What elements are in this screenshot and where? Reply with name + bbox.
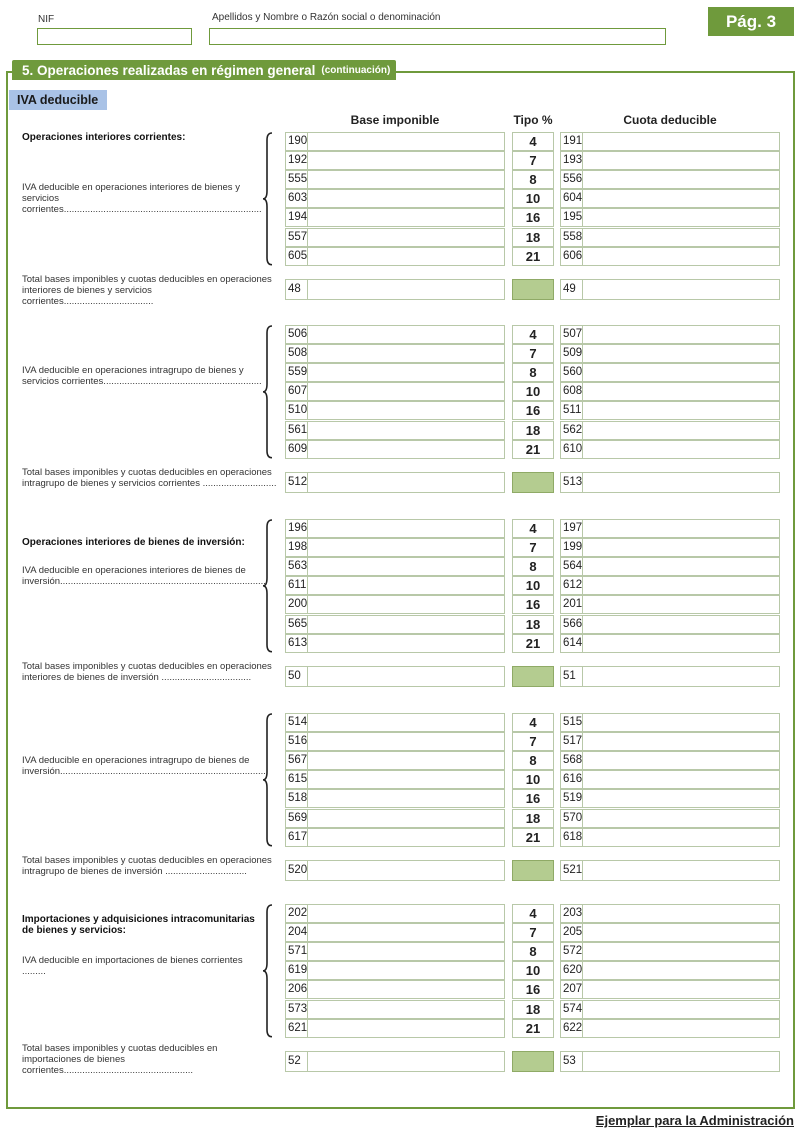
- base-box-code: 190: [286, 133, 308, 150]
- base-imponible-field[interactable]: [285, 189, 505, 208]
- base-imponible-field[interactable]: [285, 923, 505, 942]
- total-base-code: 512: [286, 473, 308, 492]
- tipo-rate: 16: [512, 980, 554, 999]
- cuota-box-code: 616: [561, 771, 583, 788]
- base-box-code: 571: [286, 943, 308, 960]
- cuota-deducible-field[interactable]: [560, 1019, 780, 1038]
- tipo-rate: 18: [512, 421, 554, 440]
- cuota-deducible-field[interactable]: [560, 942, 780, 961]
- tipo-rate: 7: [512, 344, 554, 363]
- cuota-deducible-field[interactable]: [560, 751, 780, 770]
- base-box-code: 563: [286, 558, 308, 575]
- base-imponible-field[interactable]: [285, 961, 505, 980]
- cuota-deducible-field[interactable]: [560, 538, 780, 557]
- cuota-deducible-field[interactable]: [560, 615, 780, 634]
- tipo-rate: 21: [512, 828, 554, 847]
- cuota-box-code: 203: [561, 905, 583, 922]
- section-title: [12, 60, 396, 80]
- base-box-code: 561: [286, 422, 308, 439]
- total-description: Total bases imponibles y cuotas deducibles en importaciones de bienes corrientes.................................................: [22, 1043, 218, 1076]
- subsection-tab: IVA deducible: [9, 90, 107, 110]
- group-description: IVA deducible en operaciones intragrupo de bienes de inversión..............................................................................: [22, 755, 266, 777]
- total-cuota-field[interactable]: [560, 472, 780, 493]
- base-imponible-field[interactable]: [285, 634, 505, 653]
- base-imponible-field[interactable]: [285, 713, 505, 732]
- tipo-rate: 10: [512, 576, 554, 595]
- cuota-deducible-field[interactable]: [560, 961, 780, 980]
- base-box-code: 200: [286, 596, 308, 613]
- base-imponible-field[interactable]: [285, 1019, 505, 1038]
- base-box-code: 617: [286, 829, 308, 846]
- total-base-code: 50: [286, 667, 308, 686]
- base-box-code: 557: [286, 229, 308, 246]
- base-box-code: 508: [286, 345, 308, 362]
- total-cuota-code: 53: [561, 1052, 583, 1071]
- curly-brace-icon: [262, 325, 276, 459]
- nif-label: NIF: [38, 14, 55, 25]
- total-base-code: 52: [286, 1052, 308, 1071]
- base-imponible-field[interactable]: [285, 1000, 505, 1019]
- cuota-deducible-field[interactable]: [560, 519, 780, 538]
- group-heading: [22, 914, 262, 936]
- group-description: IVA deducible en operaciones intragrupo de bienes y servicios corrientes............................................................: [22, 365, 262, 387]
- tipo-rate: 8: [512, 170, 554, 189]
- group-description: IVA deducible en operaciones interiores de bienes de inversión..............................................................................: [22, 565, 266, 587]
- total-description: Total bases imponibles y cuotas deducibles en operaciones intragrupo de bienes y servicios corrientes ............................: [22, 467, 277, 489]
- tipo-rate: 8: [512, 557, 554, 576]
- base-imponible-field[interactable]: [285, 595, 505, 614]
- tipo-rate: 4: [512, 132, 554, 151]
- cuota-box-code: 572: [561, 943, 583, 960]
- base-box-code: 196: [286, 520, 308, 537]
- total-rate-cell: [512, 472, 554, 493]
- cuota-box-code: 511: [561, 402, 583, 419]
- base-imponible-field[interactable]: [285, 732, 505, 751]
- base-box-code: 565: [286, 616, 308, 633]
- page-number: Pág. 3: [708, 7, 794, 36]
- group-description: IVA deducible en operaciones interiores de bienes y servicios corrientes...........................................................................: [22, 182, 262, 215]
- cuota-deducible-field[interactable]: [560, 189, 780, 208]
- cuota-deducible-field[interactable]: [560, 132, 780, 151]
- total-base-field[interactable]: [285, 1051, 505, 1072]
- base-imponible-field[interactable]: [285, 247, 505, 266]
- base-column-header: Base imponible: [350, 113, 440, 127]
- cuota-box-code: 199: [561, 539, 583, 556]
- cuota-box-code: 606: [561, 248, 583, 265]
- cuota-deducible-field[interactable]: [560, 980, 780, 999]
- cuota-box-code: 517: [561, 733, 583, 750]
- cuota-box-code: 568: [561, 752, 583, 769]
- total-cuota-code: 51: [561, 667, 583, 686]
- total-rate-cell: [512, 666, 554, 687]
- base-box-code: 559: [286, 364, 308, 381]
- total-cuota-field[interactable]: [560, 666, 780, 687]
- total-description: Total bases imponibles y cuotas deducibles en operaciones intragrupo de bienes de inversión ...............................: [22, 855, 272, 877]
- base-box-code: 518: [286, 790, 308, 807]
- base-imponible-field[interactable]: [285, 789, 505, 808]
- cuota-box-code: 574: [561, 1001, 583, 1018]
- tipo-rate: 4: [512, 713, 554, 732]
- cuota-deducible-field[interactable]: [560, 325, 780, 344]
- base-box-code: 192: [286, 152, 308, 169]
- curly-brace-icon: [262, 904, 276, 1038]
- total-rate-cell: [512, 860, 554, 881]
- tipo-rate: 8: [512, 751, 554, 770]
- cuota-deducible-field[interactable]: [560, 170, 780, 189]
- base-box-code: 619: [286, 962, 308, 979]
- cuota-deducible-field[interactable]: [560, 1000, 780, 1019]
- base-imponible-field[interactable]: [285, 751, 505, 770]
- tipo-rate: 7: [512, 151, 554, 170]
- base-box-code: 206: [286, 981, 308, 998]
- group-heading: [22, 537, 262, 548]
- cuota-box-code: 207: [561, 981, 583, 998]
- base-imponible-field[interactable]: [285, 401, 505, 420]
- base-imponible-field[interactable]: [285, 440, 505, 459]
- cuota-box-code: 604: [561, 190, 583, 207]
- tipo-rate: 18: [512, 228, 554, 247]
- total-rate-cell: [512, 1051, 554, 1072]
- cuota-deducible-field[interactable]: [560, 713, 780, 732]
- total-cuota-code: 521: [561, 861, 583, 880]
- group-description: IVA deducible en importaciones de bienes corrientes .........: [22, 955, 243, 977]
- total-description: Total bases imponibles y cuotas deducibles en operaciones interiores de bienes y servicios corrientes..................................: [22, 274, 272, 307]
- cuota-deducible-field[interactable]: [560, 421, 780, 440]
- base-box-code: 607: [286, 383, 308, 400]
- base-box-code: 202: [286, 905, 308, 922]
- tipo-rate: 21: [512, 1019, 554, 1038]
- tipo-rate: 4: [512, 325, 554, 344]
- tipo-rate: 18: [512, 1000, 554, 1019]
- tipo-rate: 7: [512, 538, 554, 557]
- total-base-field[interactable]: [285, 860, 505, 881]
- tipo-rate: 16: [512, 401, 554, 420]
- cuota-box-code: 612: [561, 577, 583, 594]
- tipo-rate: 10: [512, 961, 554, 980]
- cuota-deducible-field[interactable]: [560, 770, 780, 789]
- base-box-code: 204: [286, 924, 308, 941]
- cuota-box-code: 507: [561, 326, 583, 343]
- cuota-box-code: 608: [561, 383, 583, 400]
- cuota-deducible-field[interactable]: [560, 440, 780, 459]
- cuota-box-code: 556: [561, 171, 583, 188]
- name-field[interactable]: [209, 28, 666, 45]
- base-imponible-field[interactable]: [285, 363, 505, 382]
- base-imponible-field[interactable]: [285, 809, 505, 828]
- cuota-deducible-field[interactable]: [560, 382, 780, 401]
- cuota-deducible-field[interactable]: [560, 732, 780, 751]
- cuota-deducible-field[interactable]: [560, 809, 780, 828]
- tipo-rate: 18: [512, 615, 554, 634]
- group-heading-text: Operaciones interiores de bienes de inversión:: [22, 537, 245, 548]
- base-imponible-field[interactable]: [285, 980, 505, 999]
- total-base-code: 48: [286, 280, 308, 299]
- cuota-deducible-field[interactable]: [560, 576, 780, 595]
- total-cuota-code: 49: [561, 280, 583, 299]
- cuota-box-code: 620: [561, 962, 583, 979]
- base-imponible-field[interactable]: [285, 576, 505, 595]
- tipo-rate: 16: [512, 595, 554, 614]
- cuota-deducible-field[interactable]: [560, 595, 780, 614]
- base-imponible-field[interactable]: [285, 344, 505, 363]
- base-box-code: 569: [286, 810, 308, 827]
- base-imponible-field[interactable]: [285, 615, 505, 634]
- cuota-box-code: 618: [561, 829, 583, 846]
- cuota-deducible-field[interactable]: [560, 557, 780, 576]
- cuota-deducible-field[interactable]: [560, 923, 780, 942]
- base-imponible-field[interactable]: [285, 151, 505, 170]
- base-box-code: 613: [286, 635, 308, 652]
- tipo-rate: 21: [512, 440, 554, 459]
- cuota-box-code: 614: [561, 635, 583, 652]
- cuota-deducible-field[interactable]: [560, 247, 780, 266]
- tipo-rate: 10: [512, 770, 554, 789]
- base-box-code: 609: [286, 441, 308, 458]
- tipo-rate: 8: [512, 363, 554, 382]
- base-imponible-field[interactable]: [285, 132, 505, 151]
- cuota-box-code: 564: [561, 558, 583, 575]
- total-description: Total bases imponibles y cuotas deducibles en operaciones interiores de bienes de inversión ..................................: [22, 661, 272, 683]
- cuota-deducible-field[interactable]: [560, 904, 780, 923]
- tipo-rate: 7: [512, 923, 554, 942]
- curly-brace-icon: [262, 519, 276, 653]
- total-cuota-field[interactable]: [560, 860, 780, 881]
- base-box-code: 194: [286, 209, 308, 226]
- cuota-deducible-field[interactable]: [560, 634, 780, 653]
- tipo-rate: 16: [512, 208, 554, 227]
- cuota-column-header: Cuota deducible: [623, 113, 717, 127]
- base-imponible-field[interactable]: [285, 828, 505, 847]
- tipo-rate: 4: [512, 904, 554, 923]
- group-heading-text: Operaciones interiores corrientes:: [22, 132, 186, 143]
- base-imponible-field[interactable]: [285, 557, 505, 576]
- curly-brace-icon: [262, 713, 276, 847]
- cuota-deducible-field[interactable]: [560, 208, 780, 227]
- cuota-deducible-field[interactable]: [560, 344, 780, 363]
- base-imponible-field[interactable]: [285, 770, 505, 789]
- tipo-rate: 4: [512, 519, 554, 538]
- footer-label: Ejemplar para la Administración: [595, 1113, 794, 1128]
- base-box-code: 603: [286, 190, 308, 207]
- cuota-deducible-field[interactable]: [560, 789, 780, 808]
- base-imponible-field[interactable]: [285, 208, 505, 227]
- base-box-code: 567: [286, 752, 308, 769]
- tipo-rate: 18: [512, 809, 554, 828]
- base-imponible-field[interactable]: [285, 170, 505, 189]
- total-cuota-code: 513: [561, 473, 583, 492]
- cuota-box-code: 205: [561, 924, 583, 941]
- tipo-rate: 7: [512, 732, 554, 751]
- cuota-deducible-field[interactable]: [560, 363, 780, 382]
- base-box-code: 516: [286, 733, 308, 750]
- tipo-rate: 21: [512, 634, 554, 653]
- base-box-code: 573: [286, 1001, 308, 1018]
- base-imponible-field[interactable]: [285, 325, 505, 344]
- base-imponible-field[interactable]: [285, 904, 505, 923]
- section-subtitle: (continuación): [321, 64, 391, 76]
- cuota-deducible-field[interactable]: [560, 151, 780, 170]
- cuota-box-code: 195: [561, 209, 583, 226]
- tipo-rate: 16: [512, 789, 554, 808]
- base-imponible-field[interactable]: [285, 942, 505, 961]
- total-base-field[interactable]: [285, 472, 505, 493]
- base-box-code: 514: [286, 714, 308, 731]
- group-heading: [22, 132, 262, 143]
- cuota-box-code: 562: [561, 422, 583, 439]
- total-cuota-field[interactable]: [560, 1051, 780, 1072]
- cuota-box-code: 622: [561, 1020, 583, 1037]
- base-imponible-field[interactable]: [285, 538, 505, 557]
- total-base-field[interactable]: [285, 279, 505, 300]
- cuota-box-code: 191: [561, 133, 583, 150]
- cuota-deducible-field[interactable]: [560, 228, 780, 247]
- base-box-code: 555: [286, 171, 308, 188]
- cuota-deducible-field[interactable]: [560, 401, 780, 420]
- tipo-column-header: Tipo %: [513, 113, 553, 127]
- base-box-code: 506: [286, 326, 308, 343]
- total-rate-cell: [512, 279, 554, 300]
- tipo-rate: 8: [512, 942, 554, 961]
- cuota-box-code: 519: [561, 790, 583, 807]
- section-title-text: 5. Operaciones realizadas en régimen general: [22, 62, 316, 78]
- cuota-box-code: 193: [561, 152, 583, 169]
- curly-brace-icon: [262, 132, 276, 266]
- base-box-code: 611: [286, 577, 308, 594]
- tipo-rate: 10: [512, 189, 554, 208]
- cuota-box-code: 610: [561, 441, 583, 458]
- cuota-deducible-field[interactable]: [560, 828, 780, 847]
- base-box-code: 615: [286, 771, 308, 788]
- cuota-box-code: 197: [561, 520, 583, 537]
- base-imponible-field[interactable]: [285, 421, 505, 440]
- cuota-box-code: 570: [561, 810, 583, 827]
- base-box-code: 621: [286, 1020, 308, 1037]
- cuota-box-code: 509: [561, 345, 583, 362]
- base-box-code: 605: [286, 248, 308, 265]
- base-box-code: 510: [286, 402, 308, 419]
- cuota-box-code: 558: [561, 229, 583, 246]
- base-imponible-field[interactable]: [285, 382, 505, 401]
- tipo-rate: 10: [512, 382, 554, 401]
- cuota-box-code: 560: [561, 364, 583, 381]
- total-base-field[interactable]: [285, 666, 505, 687]
- cuota-box-code: 515: [561, 714, 583, 731]
- name-label: Apellidos y Nombre o Razón social o denominación: [212, 12, 441, 23]
- group-heading-text: Importaciones y adquisiciones intracomunitarias de bienes y servicios:: [22, 914, 255, 936]
- base-box-code: 198: [286, 539, 308, 556]
- total-cuota-field[interactable]: [560, 279, 780, 300]
- nif-field[interactable]: [37, 28, 192, 45]
- cuota-box-code: 201: [561, 596, 583, 613]
- total-base-code: 520: [286, 861, 308, 880]
- base-imponible-field[interactable]: [285, 519, 505, 538]
- base-imponible-field[interactable]: [285, 228, 505, 247]
- cuota-box-code: 566: [561, 616, 583, 633]
- tipo-rate: 21: [512, 247, 554, 266]
